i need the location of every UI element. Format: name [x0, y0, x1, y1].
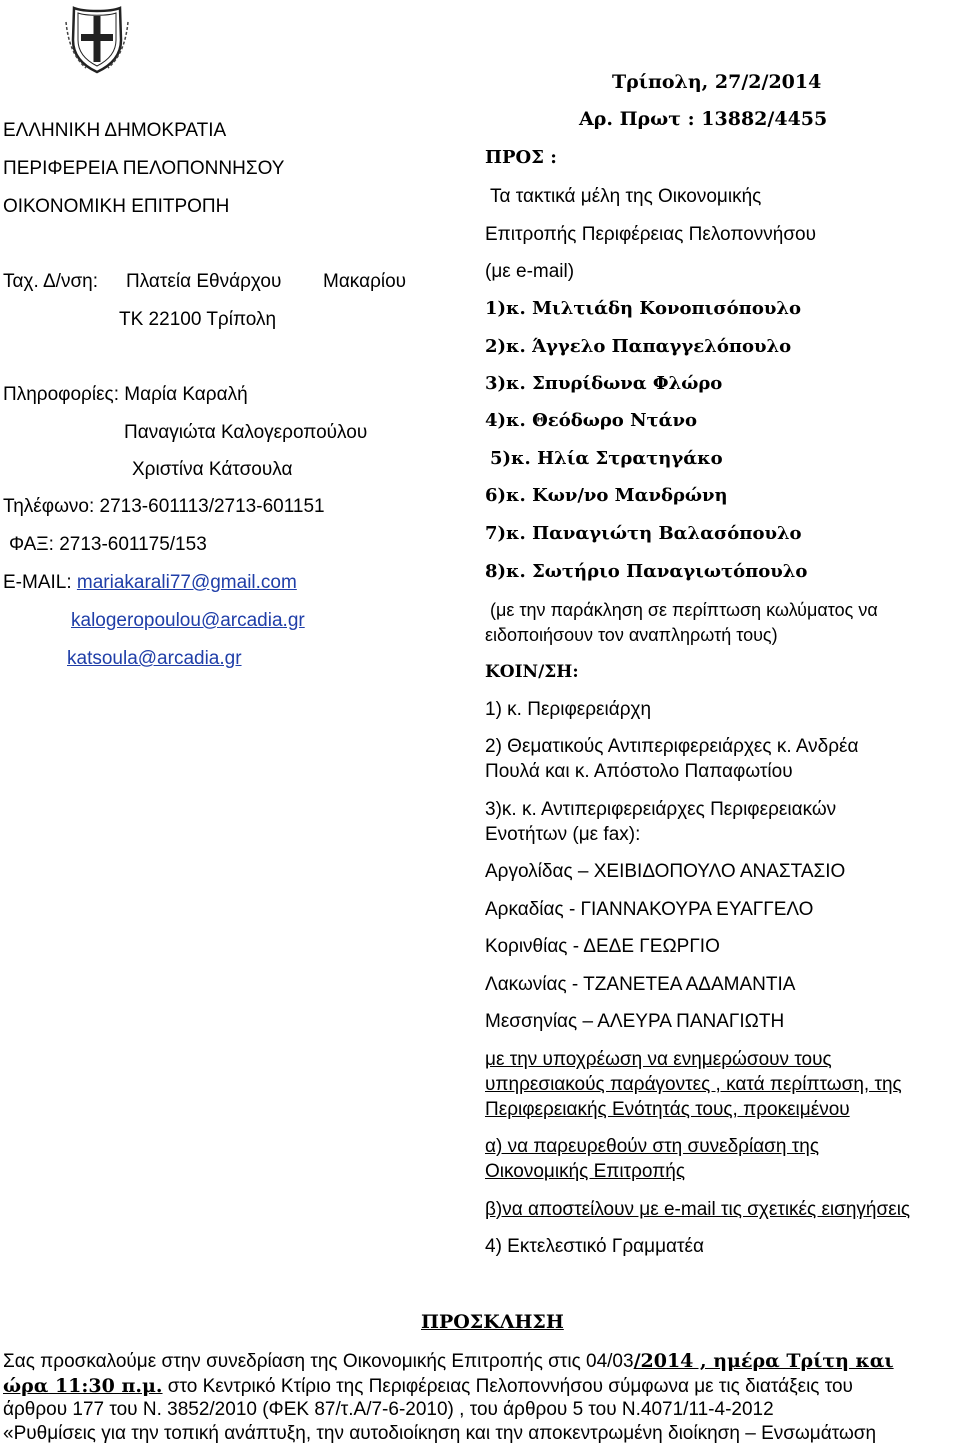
org-line-3: ΟΙΚΟΝΟΜΙΚΗ ΕΠΙΤΡΟΠΗ — [3, 196, 230, 217]
koin-item-3a: 3)κ. κ. Αντιπεριφερειάρχες Περιφερειακών — [485, 799, 837, 820]
info-name-3: Χριστίνα Κάτσουλα — [132, 459, 293, 480]
member-2: 2)κ. Άγγελο Παπαγγελόπουλο — [485, 336, 792, 357]
org-line-2: ΠΕΡΙΦΕΡΕΙΑ ΠΕΛΟΠΟΝΝΗΣΟΥ — [3, 158, 285, 179]
unit-korinthia: Κορινθίας - ΔΕΔΕ ΓΕΩΡΓΙΟ — [485, 936, 720, 957]
koin-item-1: 1) κ. Περιφερειάρχη — [485, 699, 652, 720]
koin-item-3b: Ενοτήτων (με fax): — [485, 824, 641, 845]
email-link-3[interactable]: katsoula@arcadia.gr — [67, 648, 242, 669]
to-line-2: Επιτροπής Περιφέρειας Πελοποννήσου — [485, 224, 817, 245]
request-line-1: (με την παράκληση σε περίπτωση κωλύματος να — [490, 600, 878, 620]
email-row — [3, 572, 297, 594]
unit-arkadia: Αρκαδίας - ΓΙΑΝΝΑΚΟΥΡΑ ΕΥΑΓΓΕΛΟ — [485, 899, 814, 920]
email-label: E-MAIL: — [3, 572, 77, 593]
member-4: 4)κ. Θεόδωρο Ντάνο — [485, 410, 697, 431]
invitation-line-2 — [3, 1375, 955, 1398]
invitation-line-1-date: /2014 , ημέρα Τρίτη και — [633, 1350, 894, 1372]
obligation-line-2: υπηρεσιακούς παράγοντες , κατά περίπτωση, της — [485, 1074, 902, 1095]
invitation-line-1-text: Σας προσκαλούμε στην συνεδρίαση της Οικονομικής Επιτροπής στις 04/03 — [3, 1351, 634, 1372]
point-a-line-2: Οικονομικής Επιτροπής — [485, 1161, 686, 1182]
point-a-line-1: α) να παρευρεθούν στη συνεδρίαση της — [485, 1136, 819, 1157]
invitation-title: ΠΡΟΣΚΛΗΣΗ — [421, 1311, 564, 1333]
address-city: ΤΚ 22100 Τρίπολη — [119, 309, 277, 330]
invitation-line-2-text: στο Κεντρικό Κτίριο της Περιφέρειας Πελοποννήσου σύμφωνα με τις διατάξεις του — [162, 1376, 853, 1397]
invitation-line-1 — [3, 1350, 955, 1373]
koin-item-4: 4) Εκτελεστικό Γραμματέα — [485, 1236, 704, 1257]
greek-coat-of-arms-icon — [64, 2, 130, 74]
email-link-1[interactable]: mariakarali77@gmail.com — [76, 572, 297, 593]
address-street-2: Μακαρίου — [323, 271, 407, 292]
org-line-1: ΕΛΛΗΝΙΚΗ ΔΗΜΟΚΡΑΤΙΑ — [3, 120, 227, 141]
obligation-line-1: με την υποχρέωση να ενημερώσουν τους — [485, 1049, 832, 1070]
obligation-line-3: Περιφερειακής Ενότητάς τους, προκειμένου — [485, 1099, 850, 1120]
unit-messinia: Μεσσηνίας – ΑΛΕΥΡΑ ΠΑΝΑΓΙΩΤΗ — [485, 1011, 785, 1032]
protocol-number: Αρ. Πρωτ : 13882/4455 — [579, 108, 828, 130]
member-7: 7)κ. Παναγιώτη Βαλασόπουλο — [485, 523, 802, 544]
member-3: 3)κ. Σπυρίδωνα Φλώρο — [485, 373, 723, 394]
invitation-line-2-time: ώρα 11:30 π.μ. — [3, 1375, 163, 1397]
koin-item-2b: Πουλά και κ. Απόστολο Παπαφωτίου — [485, 761, 793, 782]
member-1: 1)κ. Μιλτιάδη Κονοπισόπουλο — [485, 298, 801, 319]
koin-item-2a: 2) Θεματικούς Αντιπεριφερειάρχες κ. Ανδρέα — [485, 736, 859, 757]
invitation-line-3: άρθρου 177 του Ν. 3852/2010 (ΦΕΚ 87/τ.Α/7-6-2010) , του άρθρου 5 του Ν.4071/11-4-2012 — [3, 1399, 774, 1420]
fax-number: ΦΑΞ: 2713-601175/153 — [9, 534, 207, 555]
koin-label: ΚΟΙΝ/ΣΗ: — [485, 662, 579, 682]
info-label: Πληροφορίες: Μαρία Καραλή — [3, 384, 248, 405]
invitation-line-4: «Ρυθμίσεις για την τοπική ανάπτυξη, την αυτοδιοίκηση και την αποκεντρωμένη διοίκηση – Ενσωμάτωση — [3, 1423, 877, 1444]
info-name-2: Παναγιώτα Καλογεροπούλου — [124, 422, 368, 443]
point-b-line: β)να αποστείλουν με e-mail τις σχετικές εισηγήσεις — [485, 1199, 911, 1220]
member-5: 5)κ. Ηλία Στρατηγάκο — [490, 448, 723, 469]
email-link-2[interactable]: kalogeropoulou@arcadia.gr — [71, 610, 305, 631]
document-date: Τρίπολη, 27/2/2014 — [612, 71, 822, 93]
to-label: ΠΡΟΣ : — [485, 147, 557, 168]
address-label: Ταχ. Δ/νση: — [3, 271, 99, 292]
member-8: 8)κ. Σωτήριο Παναγιωτόπουλο — [485, 561, 808, 582]
unit-lakonia: Λακωνίας - ΤΖΑΝΕΤΕΑ ΑΔΑΜΑΝΤΙΑ — [485, 974, 796, 995]
request-line-2: ειδοποιήσουν τον αναπληρωτή τους) — [485, 625, 778, 645]
to-line-3: (με e-mail) — [485, 261, 575, 282]
phone-number: Τηλέφωνο: 2713-601113/2713-601151 — [3, 496, 325, 517]
to-line-1: Τα τακτικά μέλη της Οικονομικής — [490, 186, 762, 207]
member-6: 6)κ. Κων/νο Μανδρώνη — [485, 485, 728, 506]
address-street: Πλατεία Εθνάρχου — [126, 271, 282, 292]
unit-argolida: Αργολίδας – ΧΕΙΒΙΔΟΠΟΥΛΟ ΑΝΑΣΤΑΣΙΟ — [485, 861, 846, 882]
